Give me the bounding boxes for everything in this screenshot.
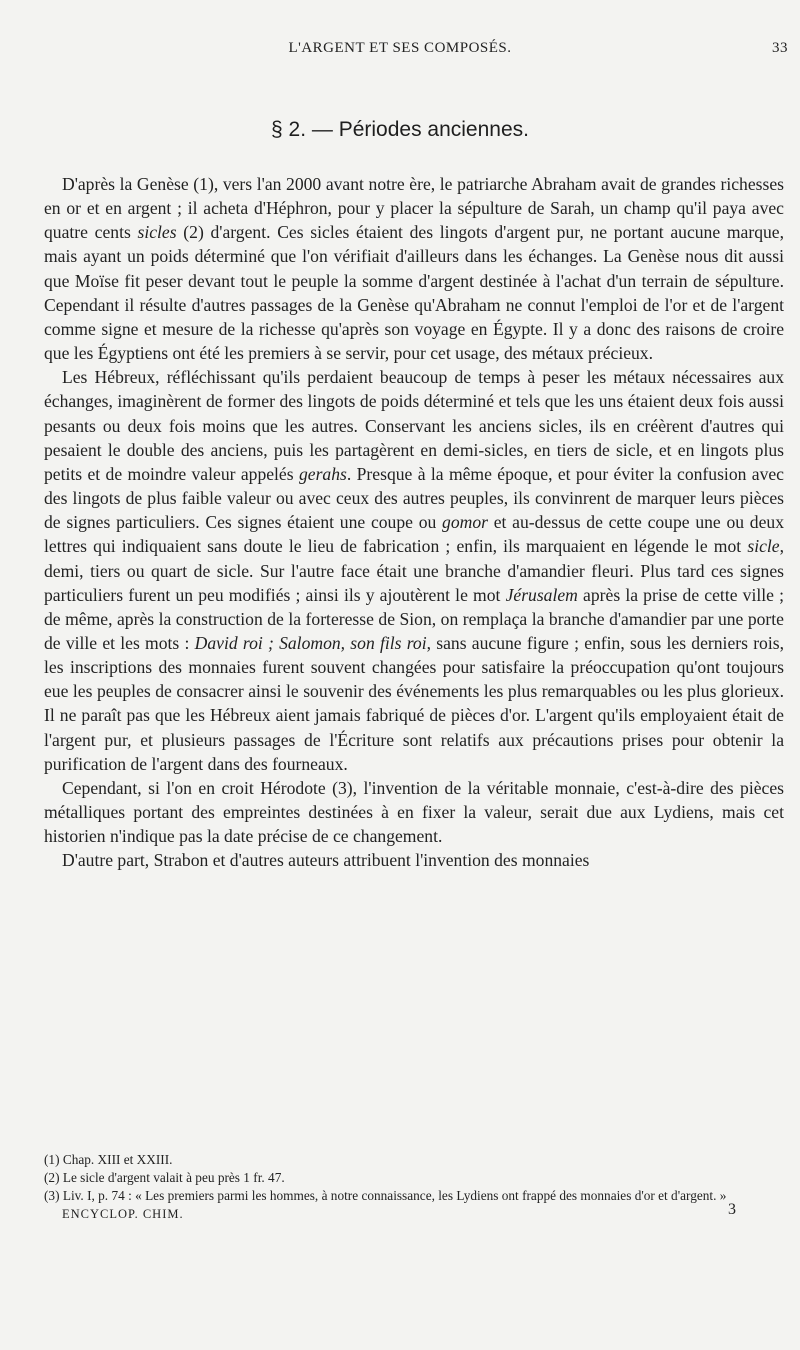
signature-number: 3 (728, 1201, 736, 1218)
text-run: , sans aucune figure ; enfin, sous les derniers rois, les inscriptions des monnaies furent souvent changées pour satisfaire la préoccupation qu'ont toujours eue les peuples de consacrer ainsi le souvenir des événements les plus remarquables ou les plus glorieux. Il ne paraît pas que les Hébreux aient jamais fabriqué de pièces d'or. L'argent qu'ils employaient était de l'argent pur, et plusieurs passages de l'Écriture sont relatifs aux précautions prises pour obtenir la purification de l'argent dans des fourneaux. (44, 632, 784, 774)
paragraph (44, 776, 784, 848)
signature-line (62, 1201, 784, 1227)
body-text (44, 172, 784, 873)
running-head-title: L'ARGENT ET SES COMPOSÉS. (288, 40, 512, 56)
text-run: (2) d'argent. Ces sicles étaient des lingots d'argent pur, ne portant aucune marque, mais ayant un poids déterminé que l'on vérifiait d'ailleurs dans les échanges. La Genèse nous dit aussi que Moïse fit peser devant tout le peuple la somme d'argent destinée à l'achat d'un terrain de sépulture. Cependant il résulte d'autres passages de la Genèse qu'Abraham ne connut l'emploi de l'or et de l'argent comme signe et mesure de la richesse qu'après son voyage en Égypte. Il y a donc des raisons de croire que les Égyptiens ont été les premiers à se servir, pour cet usage, des métaux précieux. (44, 222, 784, 364)
italic-term: sicles (137, 222, 177, 243)
footnotes (44, 1151, 784, 1205)
footnote: (3) Liv. I, p. 74 : « Les premiers parmi les hommes, à notre connaissance, les Lydiens ont frappé des monnaies d'or et d'argent. » (44, 1188, 727, 1203)
text-run: D'autre part, Strabon et d'autres auteurs attribuent l'invention des monnaies (62, 850, 590, 871)
italic-term: gomor (442, 512, 488, 533)
section-heading: § 2. — Périodes anciennes. (271, 118, 529, 141)
italic-term: David roi ; Salomon, son fils roi (194, 632, 427, 653)
paragraph (44, 365, 784, 776)
text-run: , demi, tiers ou quart de sicle. Sur l'autre face était une branche d'amandier fleuri. Plus tard ces signes particuliers furent un peu modifiés ; ainsi ils y ajoutèrent le mot (44, 536, 784, 605)
footnote: (1) Chap. XIII et XXIII. (44, 1152, 173, 1167)
text-run: Cependant, si l'on en croit Hérodote (3), l'invention de la véritable monnaie, c'est-à-dire des pièces métalliques portant des empreintes destinées à en fixer la valeur, serait due aux Lydiens, mais cet historien n'indique pas la date précise de ce changement. (44, 777, 784, 847)
text-run: après la prise de cette ville ; de même, après la construction de la forteresse de Sion, on remplaça la branche d'amandier par une porte de ville et les mots : (44, 584, 784, 653)
paragraph (44, 848, 784, 872)
italic-term: sicle (747, 536, 780, 557)
signature-mark: ENCYCLOP. CHIM. (62, 1207, 184, 1221)
italic-term: gerahs (298, 463, 347, 484)
footnote: (2) Le sicle d'argent valait à peu près 1 fr. 47. (44, 1170, 285, 1185)
text-run: D'après la Genèse (1), vers l'an 2000 avant notre ère, le patriarche Abraham avait de grandes richesses en or et en argent ; il acheta d'Héphron, pour y placer la sépulture de Sarah, un champ qu'il paya avec quatre cents (44, 174, 784, 243)
text-run: Les Hébreux, réfléchissant qu'ils perdaient beaucoup de temps à peser les métaux nécessaires aux échanges, imaginèrent de former des lingots de poids déterminé et tels que les uns étaient deux fois aussi pesants ou deux fois moins que les autres. Conservant les anciens sicles, ils en créèrent d'autres qui pesaient le double des anciens, puis les partagèrent en demi-sicles, en tiers de sicle, et en lingots plus petits et de moindre valeur appelés (44, 367, 784, 484)
page-number: 33 (772, 40, 788, 56)
text-run: et au-dessus de cette coupe une ou deux lettres qui indiquaient sans doute le lieu de fabrication ; enfin, ils marquaient en légende le mot (44, 512, 784, 557)
paragraph (44, 172, 784, 365)
italic-term: Jérusalem (505, 584, 578, 605)
text-run: . Presque à la même époque, et pour éviter la confusion avec des lingots de plus faible valeur ou avec ceux des autres peuples, ils convinrent de marquer leurs pièces de signes particuliers. Ces signes étaient une coupe ou (44, 463, 784, 533)
running-head (0, 40, 800, 64)
